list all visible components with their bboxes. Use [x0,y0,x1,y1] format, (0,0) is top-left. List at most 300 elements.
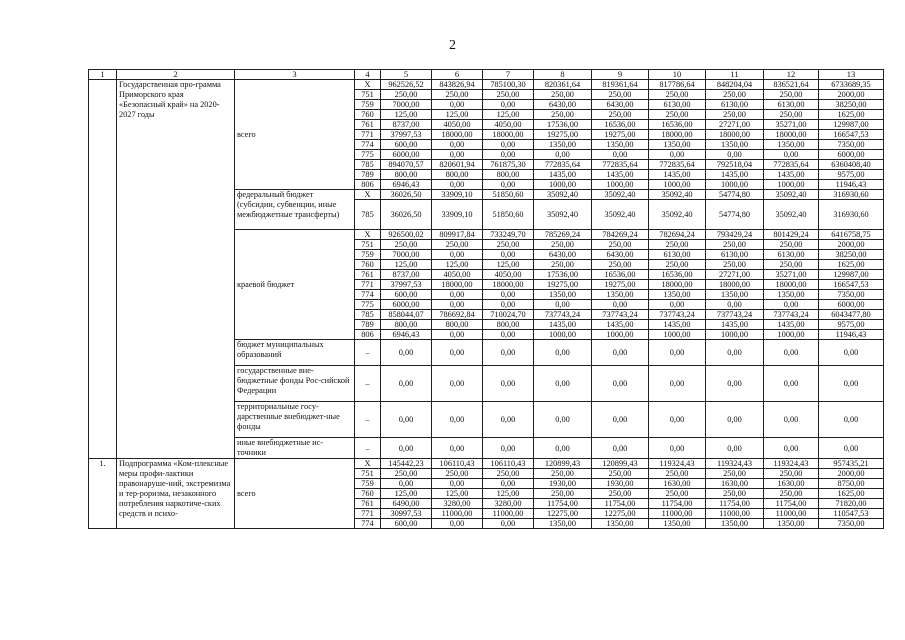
subprogram-title: Подпрограмма «Ком-плексные меры профи-лактики правонаруше-ний, экстремизма и тер-роризма, незаконного потребления наркотиче-ских средств и психо- [117,459,235,529]
amount-cell: 1435,00 [649,320,706,330]
amount-cell: 35092,40 [764,200,819,230]
amount-cell: 800,00 [483,170,534,180]
amount-cell: 0,00 [649,300,706,310]
amount-cell: 737743,24 [706,310,764,320]
amount-cell: 18000,00 [649,280,706,290]
amount-cell: 110547,53 [819,509,884,519]
amount-cell: 250,00 [483,240,534,250]
amount-cell: 600,00 [381,290,432,300]
amount-cell: 36026,50 [381,200,432,230]
amount-cell: 772835,64 [649,160,706,170]
amount-cell: 250,00 [432,469,483,479]
grbs-code-cell: X [355,230,381,240]
grbs-code-cell: 761 [355,270,381,280]
amount-cell: 1000,00 [592,180,649,190]
amount-cell: 1000,00 [592,330,649,340]
amount-cell: 250,00 [649,469,706,479]
amount-cell: 18000,00 [764,280,819,290]
amount-cell: 710024,70 [483,310,534,320]
amount-cell: 0,00 [432,180,483,190]
grbs-code-cell: – [355,438,381,459]
amount-cell: 250,00 [764,110,819,120]
amount-cell: 801429,24 [764,230,819,240]
amount-cell: 1630,00 [764,479,819,489]
funding-source-label: федеральный бюджет (субсидии, субвенции, иные межбюджетные трансферты) [235,190,355,230]
grbs-code-cell: 759 [355,479,381,489]
amount-cell: 8737,00 [381,270,432,280]
amount-cell: 250,00 [764,489,819,499]
amount-cell: 0,00 [432,479,483,489]
amount-cell: 0,00 [819,402,884,438]
amount-cell: 250,00 [764,90,819,100]
amount-cell: 772835,64 [592,160,649,170]
amount-cell: 0,00 [706,402,764,438]
amount-cell: 0,00 [534,438,592,459]
amount-cell: 0,00 [381,366,432,402]
amount-cell: 772835,64 [534,160,592,170]
amount-cell: 0,00 [483,366,534,402]
amount-cell: 250,00 [706,260,764,270]
amount-cell: 1000,00 [764,330,819,340]
amount-cell: 0,00 [432,519,483,529]
amount-cell: 761875,30 [483,160,534,170]
grbs-code-cell: 751 [355,240,381,250]
amount-cell: 1350,00 [764,140,819,150]
amount-cell: 1435,00 [592,320,649,330]
funding-source-label: краевой бюджет [235,230,355,340]
amount-cell: 35271,00 [764,270,819,280]
amount-cell: 817786,64 [649,80,706,90]
amount-cell: 0,00 [819,340,884,366]
amount-cell: 3280,00 [432,499,483,509]
grbs-code-cell: X [355,459,381,469]
amount-cell: 125,00 [483,260,534,270]
amount-cell: 38250,00 [819,250,884,260]
amount-cell: 106110,43 [432,459,483,469]
amount-cell: 1350,00 [592,290,649,300]
amount-cell: 737743,24 [534,310,592,320]
amount-cell: 0,00 [706,366,764,402]
amount-cell: 600,00 [381,140,432,150]
amount-cell: 0,00 [649,402,706,438]
amount-cell: 0,00 [483,140,534,150]
amount-cell: 125,00 [381,110,432,120]
subprogram-number: 1. [89,459,117,529]
grbs-code-cell: 806 [355,330,381,340]
amount-cell: 11000,00 [483,509,534,519]
amount-cell: 30997,53 [381,509,432,519]
amount-cell: 250,00 [592,489,649,499]
amount-cell: 12275,00 [592,509,649,519]
header-cell: 6 [432,70,483,80]
grbs-code-cell: 761 [355,499,381,509]
amount-cell: 1350,00 [706,290,764,300]
amount-cell: 1000,00 [764,180,819,190]
amount-cell: 0,00 [706,150,764,160]
amount-cell: 785269,24 [534,230,592,240]
budget-table [88,69,884,529]
amount-cell: 250,00 [706,240,764,250]
amount-cell: 1350,00 [592,140,649,150]
amount-cell: 250,00 [534,469,592,479]
amount-cell: 800,00 [432,320,483,330]
amount-cell: 8737,00 [381,120,432,130]
table-header-row [89,70,884,80]
amount-cell: 0,00 [764,438,819,459]
amount-cell: 1630,00 [649,479,706,489]
header-cell: 13 [819,70,884,80]
amount-cell: 6130,00 [706,250,764,260]
amount-cell: 250,00 [534,240,592,250]
amount-cell: 0,00 [706,438,764,459]
amount-cell: 6130,00 [764,250,819,260]
amount-cell: 820361,64 [534,80,592,90]
amount-cell: 6430,00 [534,250,592,260]
header-cell: 4 [355,70,381,80]
amount-cell: 8750,00 [819,479,884,489]
amount-cell: 0,00 [764,366,819,402]
amount-cell: 18000,00 [706,130,764,140]
amount-cell: 16536,00 [649,120,706,130]
amount-cell: 0,00 [592,366,649,402]
amount-cell: 250,00 [649,110,706,120]
amount-cell: 7000,00 [381,250,432,260]
grbs-code-cell: 785 [355,160,381,170]
amount-cell: 35271,00 [764,120,819,130]
amount-cell: 11754,00 [649,499,706,509]
amount-cell: 0,00 [432,290,483,300]
amount-cell: 11000,00 [706,509,764,519]
amount-cell: 250,00 [483,469,534,479]
amount-cell: 1350,00 [764,290,819,300]
amount-cell: 733249,70 [483,230,534,240]
amount-cell: 18000,00 [432,280,483,290]
amount-cell: 16536,00 [649,270,706,280]
amount-cell: 18000,00 [649,130,706,140]
amount-cell: 18000,00 [483,280,534,290]
amount-cell: 119324,43 [764,459,819,469]
amount-cell: 166547,53 [819,280,884,290]
amount-cell: 35092,40 [534,200,592,230]
amount-cell: 18000,00 [706,280,764,290]
amount-cell: 11000,00 [432,509,483,519]
amount-cell: 125,00 [381,489,432,499]
amount-cell: 250,00 [534,489,592,499]
amount-cell: 0,00 [534,300,592,310]
amount-cell: 120899,43 [592,459,649,469]
amount-cell: 6130,00 [649,250,706,260]
amount-cell: 4050,00 [432,270,483,280]
amount-cell: 2000,00 [819,469,884,479]
amount-cell: 250,00 [592,469,649,479]
amount-cell: 33909,10 [432,190,483,200]
amount-cell: 6430,00 [592,100,649,110]
amount-cell: 2000,00 [819,240,884,250]
amount-cell: 786692,84 [432,310,483,320]
amount-cell: 1435,00 [764,170,819,180]
amount-cell: 19275,00 [534,130,592,140]
grbs-code-cell: 789 [355,320,381,330]
amount-cell: 793429,24 [706,230,764,240]
amount-cell: 1350,00 [534,290,592,300]
amount-cell: 145442,23 [381,459,432,469]
amount-cell: 0,00 [592,340,649,366]
amount-cell: 250,00 [592,260,649,270]
funding-source-label: иные внебюджетные ис-точники [235,438,355,459]
amount-cell: 0,00 [534,150,592,160]
grbs-code-cell: – [355,340,381,366]
header-cell: 12 [764,70,819,80]
amount-cell: 3280,00 [483,499,534,509]
amount-cell: 27271,00 [706,120,764,130]
amount-cell: 1350,00 [764,519,819,529]
amount-cell: 782694,24 [649,230,706,240]
amount-cell: 6130,00 [649,100,706,110]
amount-cell: 0,00 [649,150,706,160]
amount-cell: 6000,00 [819,300,884,310]
amount-cell: 0,00 [483,300,534,310]
amount-cell: 35092,40 [649,190,706,200]
amount-cell: 125,00 [432,110,483,120]
amount-cell: 19275,00 [592,280,649,290]
amount-cell: 6490,00 [381,499,432,509]
amount-cell: 0,00 [764,150,819,160]
amount-cell: 0,00 [381,402,432,438]
amount-cell: 250,00 [649,260,706,270]
program-title: Государственная про-грамма Приморского края «Безопасный край» на 2020-2027 годы [117,80,235,459]
header-cell: 2 [117,70,235,80]
amount-cell: 0,00 [432,140,483,150]
amount-cell: 6000,00 [819,150,884,160]
amount-cell: 12275,00 [534,509,592,519]
amount-cell: 1350,00 [649,519,706,529]
amount-cell: 1350,00 [649,140,706,150]
amount-cell: 1435,00 [534,320,592,330]
amount-cell: 1625,00 [819,489,884,499]
header-cell: 11 [706,70,764,80]
amount-cell: 33909,10 [432,200,483,230]
amount-cell: 0,00 [649,366,706,402]
amount-cell: 6946,43 [381,180,432,190]
amount-cell: 0,00 [649,438,706,459]
amount-cell: 0,00 [534,340,592,366]
amount-cell: 962526,52 [381,80,432,90]
funding-source-label: всего [235,80,355,190]
amount-cell: 819361,64 [592,80,649,90]
grbs-code-cell: 771 [355,280,381,290]
amount-cell: 250,00 [534,110,592,120]
amount-cell: 1435,00 [649,170,706,180]
grbs-code-cell: 759 [355,100,381,110]
amount-cell: 1000,00 [706,180,764,190]
amount-cell: 250,00 [649,489,706,499]
grbs-code-cell: – [355,366,381,402]
amount-cell: 0,00 [483,150,534,160]
amount-cell: 785100,30 [483,80,534,90]
amount-cell: 0,00 [432,250,483,260]
amount-cell: 1350,00 [706,140,764,150]
amount-cell: 1930,00 [592,479,649,489]
amount-cell: 0,00 [592,300,649,310]
amount-cell: 18000,00 [432,130,483,140]
grbs-code-cell: 806 [355,180,381,190]
amount-cell: 1350,00 [534,519,592,529]
amount-cell: 19275,00 [534,280,592,290]
amount-cell: 820601,94 [432,160,483,170]
amount-cell: 250,00 [381,469,432,479]
header-cell: 7 [483,70,534,80]
amount-cell: 250,00 [592,90,649,100]
amount-cell: 0,00 [381,340,432,366]
amount-cell: 1625,00 [819,110,884,120]
amount-cell: 1435,00 [706,170,764,180]
amount-cell: 858044,07 [381,310,432,320]
amount-cell: 54774,80 [706,190,764,200]
header-cell: 10 [649,70,706,80]
amount-cell: 17536,00 [534,120,592,130]
amount-cell: 166547,53 [819,130,884,140]
amount-cell: 0,00 [483,100,534,110]
amount-cell: 1000,00 [649,180,706,190]
amount-cell: 36026,50 [381,190,432,200]
amount-cell: 250,00 [764,260,819,270]
amount-cell: 0,00 [432,330,483,340]
grbs-code-cell: 771 [355,130,381,140]
amount-cell: 800,00 [432,170,483,180]
amount-cell: 19275,00 [592,130,649,140]
amount-cell: 0,00 [764,340,819,366]
header-cell: 8 [534,70,592,80]
header-cell: 9 [592,70,649,80]
amount-cell: 737743,24 [649,310,706,320]
amount-cell: 6043477,80 [819,310,884,320]
amount-cell: 1350,00 [706,519,764,529]
amount-cell: 120899,43 [534,459,592,469]
amount-cell: 0,00 [592,438,649,459]
amount-cell: 6946,43 [381,330,432,340]
amount-cell: 250,00 [649,90,706,100]
amount-cell: 35092,40 [592,200,649,230]
amount-cell: 250,00 [706,110,764,120]
amount-cell: 51850,60 [483,190,534,200]
amount-cell: 9575,00 [819,170,884,180]
amount-cell: 37997,53 [381,280,432,290]
grbs-code-cell: 760 [355,110,381,120]
amount-cell: 11000,00 [649,509,706,519]
amount-cell: 6360408,40 [819,160,884,170]
amount-cell: 1435,00 [706,320,764,330]
amount-cell: 37997,53 [381,130,432,140]
amount-cell: 1350,00 [649,290,706,300]
amount-cell: 18000,00 [483,130,534,140]
amount-cell: 125,00 [483,110,534,120]
program-number [89,80,117,459]
grbs-code-cell: 775 [355,300,381,310]
amount-cell: 35092,40 [592,190,649,200]
amount-cell: 250,00 [483,90,534,100]
amount-cell: 250,00 [592,110,649,120]
amount-cell: 250,00 [534,90,592,100]
amount-cell: 0,00 [483,180,534,190]
amount-cell: 7000,00 [381,100,432,110]
amount-cell: 11754,00 [592,499,649,509]
amount-cell: 125,00 [432,489,483,499]
amount-cell: 772835,64 [764,160,819,170]
amount-cell: 1350,00 [534,140,592,150]
amount-cell: 957435,21 [819,459,884,469]
header-cell: 1 [89,70,117,80]
amount-cell: 0,00 [432,340,483,366]
grbs-code-cell: 774 [355,519,381,529]
amount-cell: 2000,00 [819,90,884,100]
amount-cell: 250,00 [381,240,432,250]
amount-cell: 800,00 [483,320,534,330]
amount-cell: 1350,00 [592,519,649,529]
funding-source-label: государственные вне-бюджетные фонды Рос-сийской Федерации [235,366,355,402]
grbs-code-cell: 775 [355,150,381,160]
amount-cell: 4050,00 [483,120,534,130]
amount-cell: 11946,43 [819,330,884,340]
amount-cell: 1930,00 [534,479,592,489]
amount-cell: 11754,00 [534,499,592,509]
grbs-code-cell: – [355,402,381,438]
amount-cell: 7350,00 [819,519,884,529]
amount-cell: 0,00 [483,290,534,300]
amount-cell: 119324,43 [649,459,706,469]
amount-cell: 0,00 [819,366,884,402]
amount-cell: 0,00 [432,438,483,459]
table-row [89,459,884,469]
amount-cell: 737743,24 [592,310,649,320]
amount-cell: 0,00 [432,100,483,110]
amount-cell: 1435,00 [764,320,819,330]
amount-cell: 0,00 [483,519,534,529]
table-body [89,70,884,529]
amount-cell: 11754,00 [706,499,764,509]
amount-cell: 1000,00 [534,180,592,190]
amount-cell: 51850,60 [483,200,534,230]
amount-cell: 250,00 [649,240,706,250]
amount-cell: 250,00 [432,240,483,250]
grbs-code-cell: 785 [355,200,381,230]
amount-cell: 4050,00 [432,120,483,130]
amount-cell: 0,00 [483,479,534,489]
amount-cell: 125,00 [432,260,483,270]
amount-cell: 1625,00 [819,260,884,270]
amount-cell: 7350,00 [819,290,884,300]
funding-source-label: территориальные госу-дарственные внебюджет-ные фонды [235,402,355,438]
amount-cell: 38250,00 [819,100,884,110]
funding-source-label: бюджет муниципальных образований [235,340,355,366]
amount-cell: 316930,60 [819,190,884,200]
amount-cell: 250,00 [764,240,819,250]
amount-cell: 0,00 [592,150,649,160]
amount-cell: 0,00 [483,438,534,459]
amount-cell: 250,00 [706,469,764,479]
amount-cell: 125,00 [381,260,432,270]
amount-cell: 792518,04 [706,160,764,170]
amount-cell: 784269,24 [592,230,649,240]
grbs-code-cell: 785 [355,310,381,320]
amount-cell: 18000,00 [764,130,819,140]
grbs-code-cell: 751 [355,90,381,100]
amount-cell: 926500,02 [381,230,432,240]
amount-cell: 1000,00 [649,330,706,340]
amount-cell: 0,00 [534,366,592,402]
amount-cell: 0,00 [706,340,764,366]
amount-cell: 0,00 [764,402,819,438]
grbs-code-cell: X [355,80,381,90]
